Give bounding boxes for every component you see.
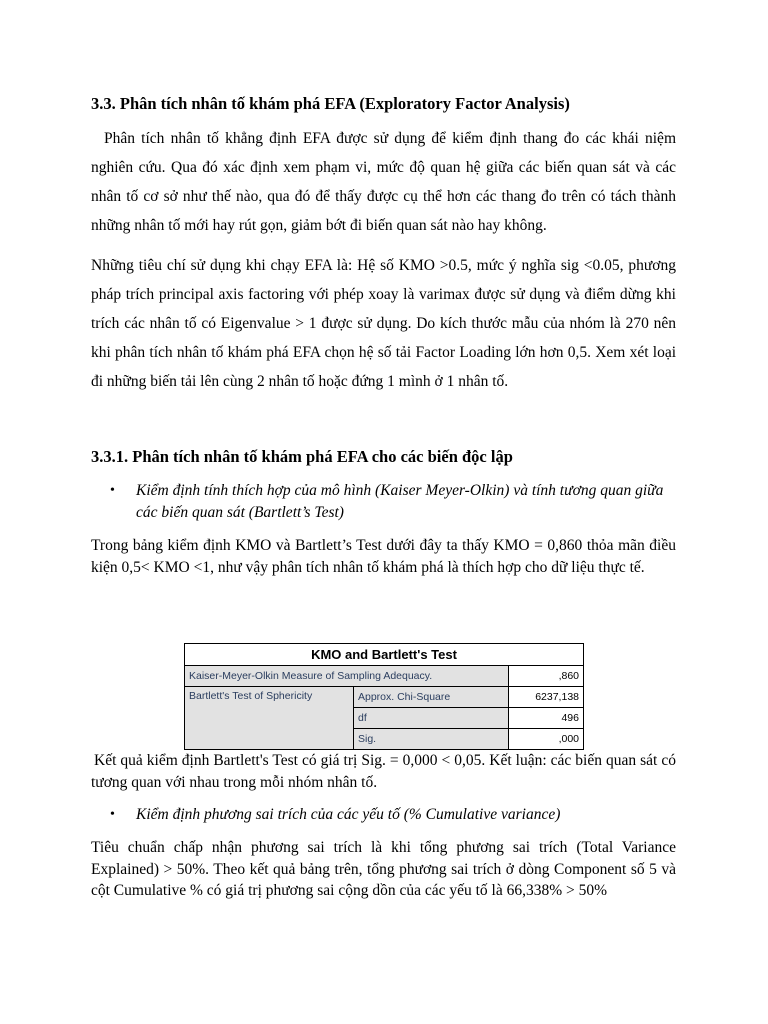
kmo-measure-value: ,860 <box>509 666 584 687</box>
kmo-measure-label: Kaiser-Meyer-Olkin Measure of Sampling Adequacy. <box>185 666 509 687</box>
bullet-dot: • <box>110 807 115 822</box>
section-heading-3-3: 3.3. Phân tích nhân tố khám phá EFA (Exploratory Factor Analysis) <box>91 94 570 113</box>
paragraph-kmo-result: Trong bảng kiểm định KMO và Bartlett’s Test dưới đây ta thấy KMO = 0,860 thỏa mãn điều kiện 0,5< KMO <1, như vậy phân tích nhân tố khám phá là thích hợp cho dữ liệu thực tế. <box>91 537 676 576</box>
table-row <box>185 687 584 708</box>
paragraph-efa-intro: Phân tích nhân tố khẳng định EFA được sử dụng để kiểm định thang đo các khái niệm nghiên cứu. Qua đó xác định xem phạm vi, mức độ quan hệ giữa các biến quan sát và các nhân tố cơ sở như thế nào, qua đó để thấy được cụ thể hơn các thang đo trên có tách thành những nhân tố mới hay rút gọn, giảm bớt đi biến quan sát nào hay không. <box>91 130 676 234</box>
table-row <box>185 666 584 687</box>
paragraph-efa-criteria: Những tiêu chí sử dụng khi chạy EFA là: Hệ số KMO >0.5, mức ý nghĩa sig <0.05, phương pháp trích principal axis factoring với phép xoay là varimax được sử dụng và điểm dừng khi trích các nhân tố có Eigenvalue > 1 được sử dụng. Do kích thước mẫu của nhóm là 270 nên khi phân tích nhân tố khám phá EFA chọn hệ số tải Factor Loading lớn hơn 0,5. Xem xét loại đi những biến tải lên cùng 2 nhân tố hoặc đứng 1 mình ở 1 nhân tố. <box>91 257 676 390</box>
paragraph-bartlett-result: Kết quả kiểm định Bartlett's Test có giá trị Sig. = 0,000 < 0,05. Kết luận: các biến quan sát có tương quan với nhau trong mỗi nhóm nhân tố. <box>91 752 676 791</box>
section-heading-3-3-1: 3.3.1. Phân tích nhân tố khám phá EFA cho các biến độc lập <box>91 447 513 466</box>
paragraph-variance-result: Tiêu chuẩn chấp nhận phương sai trích là khi tổng phương sai trích (Total Variance Explained) > 50%. Theo kết quả bảng trên, tổng phương sai trích ở dòng Component số 5 và cột Cumulative % có giá trị phương sai cộng dồn của các yếu tố là 66,338% > 50% <box>91 839 676 899</box>
chi-square-value: 6237,138 <box>509 687 584 708</box>
df-label: df <box>354 708 509 729</box>
bullet-kmo-bartlett <box>110 480 670 524</box>
bullet-text: Kiểm định tính thích hợp của mô hình (Kaiser Meyer-Olkin) và tính tương quan giữa các biến quan sát (Bartlett’s Test) <box>136 482 664 521</box>
bullet-cumulative-variance <box>110 804 670 826</box>
sig-value: ,000 <box>509 729 584 750</box>
kmo-bartlett-table <box>184 643 584 750</box>
bartlett-test-label: Bartlett's Test of Sphericity <box>185 687 354 750</box>
sig-label: Sig. <box>354 729 509 750</box>
df-value: 496 <box>509 708 584 729</box>
chi-square-label: Approx. Chi-Square <box>354 687 509 708</box>
bullet-text: Kiểm định phương sai trích của các yếu tố (% Cumulative variance) <box>136 806 561 823</box>
table-title: KMO and Bartlett's Test <box>185 644 584 666</box>
table-title-row <box>185 644 584 666</box>
bullet-dot: • <box>110 483 115 498</box>
